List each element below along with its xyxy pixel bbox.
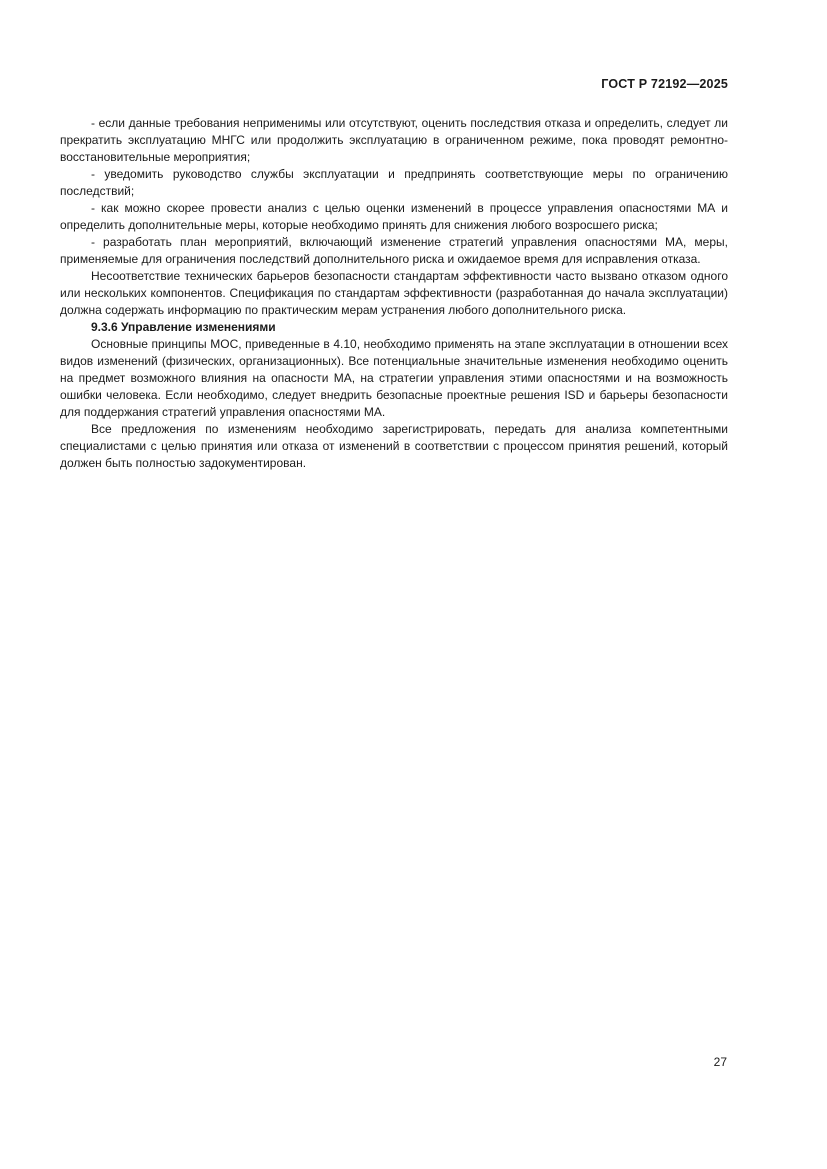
paragraph-moc-principles: Основные принципы МОС, приведенные в 4.10, необходимо применять на этапе эксплуатации в отношении всех видов изменений (физических, организационных). Все потенциальные значительные изменения необходимо оценить на предмет возможного влияния на опасности МА, на стратегии управления этими опасностями и на возможность ошибки человека. Если необходимо, следует внедрить безопасные проектные решения ISD и барьеры безопасности для поддержания стратегий управления опасностями МА. — [60, 337, 728, 419]
paragraph-change-proposals: Все предложения по изменениям необходимо зарегистрировать, передать для анализа компетентными специалистами с целью принятия или отказа от изменений в соответствии с процессом принятия решений, который должен быть полностью задокументирован. — [60, 422, 728, 470]
list-item-develop-plan: - разработать план мероприятий, включающий изменение стратегий управления опасностями МА, меры, применяемые для ограничения последствий дополнительного риска и ожидаемое время для исправления отказа. — [60, 235, 728, 266]
document-body — [60, 115, 728, 472]
paragraph-barrier-nonconformance: Несоответствие технических барьеров безопасности стандартам эффективности часто вызвано отказом одного или нескольких компонентов. Спецификация по стандартам эффективности (разработанная до начала эксплуатации) должна содержать информацию по практическим мерам устранения любого дополнительного риска. — [60, 269, 728, 317]
page-number: 27 — [713, 1055, 727, 1069]
section-heading-change-management: 9.3.6 Управление изменениями — [91, 320, 276, 334]
list-item-assess-consequences: - если данные требования неприменимы или отсутствуют, оценить последствия отказа и определить, следует ли прекратить эксплуатацию МНГС или продолжить эксплуатацию в ограниченном режиме, пока проводят ремонтно-восстановительные мероприятия; — [60, 116, 728, 164]
list-item-conduct-analysis: - как можно скорее провести анализ с целью оценки изменений в процессе управления опасностями МА и определить дополнительные меры, которые необходимо принять для снижения любого возросшего риска; — [60, 201, 728, 232]
document-code: ГОСТ Р 72192—2025 — [601, 77, 728, 91]
list-item-notify-management: - уведомить руководство службы эксплуатации и предпринять соответствующие меры по ограничению последствий; — [60, 167, 728, 198]
